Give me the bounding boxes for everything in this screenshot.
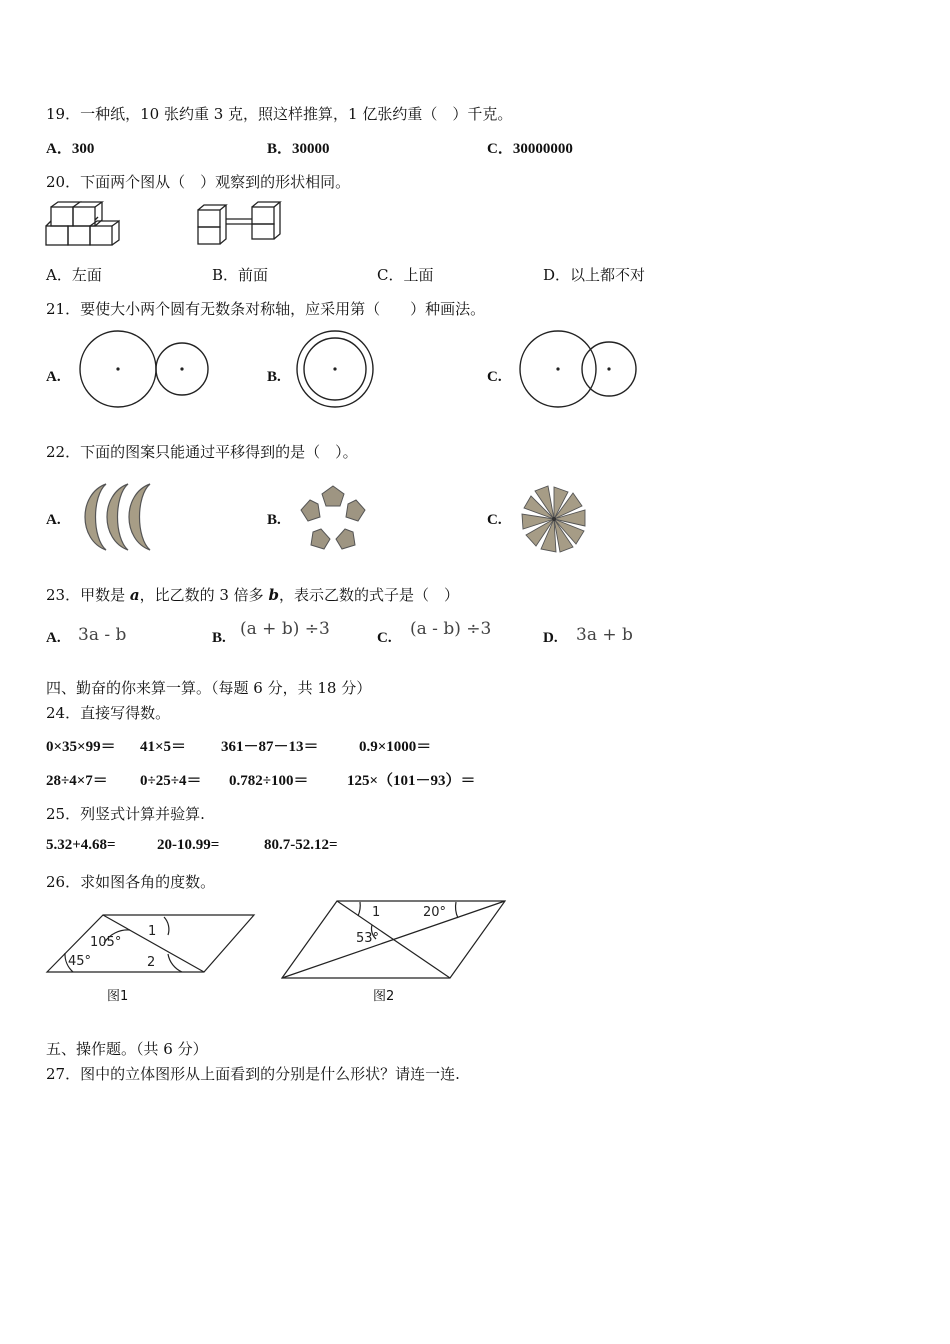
q23-text-suffix: ，表示乙数的式子是（ ）: [278, 586, 459, 604]
q25-item: 20-10.99=: [157, 837, 220, 853]
pentagon-ring-figure: [298, 484, 368, 552]
q23-text-mid: ，比乙数的 3 倍多: [139, 586, 269, 604]
q22-option-c-label: C.: [487, 512, 502, 528]
q20-option-a: A．左面: [46, 266, 102, 284]
q24-item: 0×35×99＝: [46, 739, 116, 755]
q21-option-a-label: A.: [46, 369, 61, 385]
q23-text: [46, 584, 459, 605]
q23-option-c-label: C.: [377, 630, 392, 646]
q24-item: 125×（101－93）＝: [347, 773, 476, 789]
q24-item: 0.9×1000＝: [359, 739, 432, 755]
q24-item: 361－87－13＝: [221, 739, 319, 755]
q23-option-b-expr: (a + b) ÷3: [240, 619, 330, 639]
q19-text: 19．一种纸，10 张约重 3 克，照这样推算，1 亿张约重（ ）千克。: [46, 105, 513, 123]
q27-text: 27．图中的立体图形从上面看到的分别是什么形状？请连一连.: [46, 1065, 460, 1083]
crescent-moons-figure: [76, 482, 158, 552]
fig1-angle-105-label: 105°: [90, 935, 122, 950]
q20-option-c: C．上面: [377, 266, 434, 284]
fig1-caption: 图1: [107, 989, 129, 1004]
q23-var-a: a: [129, 586, 140, 604]
fig2-caption: 图2: [373, 989, 395, 1004]
fig2-angle-20-label: 20°: [423, 905, 447, 920]
fig1-angle-2-label: 2: [147, 955, 156, 970]
two-circles-tangent-figure: [78, 330, 212, 410]
q25-item: 5.32+4.68=: [46, 837, 116, 853]
q22-text: 22．下面的图案只能通过平移得到的是（ ）。: [46, 443, 358, 461]
q23-text-prefix: 23．甲数是: [46, 586, 130, 604]
q23-option-c-expr: (a - b) ÷3: [410, 619, 492, 639]
q23-option-d-label: D.: [543, 630, 558, 646]
q25-text: 25．列竖式计算并验算.: [46, 805, 205, 823]
q25-item: 80.7-52.12=: [264, 837, 338, 853]
q20-option-b: B．前面: [212, 266, 269, 284]
q24-item: 28÷4×7＝: [46, 773, 108, 789]
q19-option-a: A．300: [46, 141, 95, 157]
q21-text: 21．要使大小两个圆有无数条对称轴，应采用第（ ）种画法。: [46, 300, 486, 318]
fig2-angle-1-label: 1: [372, 905, 381, 920]
overlapping-circles-figure: [519, 330, 639, 410]
q26-text: 26．求如图各角的度数。: [46, 873, 216, 891]
q23-option-b-label: B.: [212, 630, 226, 646]
q21-option-b-label: B.: [267, 369, 281, 385]
q21-option-c-label: C.: [487, 369, 502, 385]
pinwheel-figure: [518, 484, 590, 554]
q20-text: 20．下面两个图从（ ）观察到的形状相同。: [46, 173, 351, 191]
q22-option-a-label: A.: [46, 512, 61, 528]
cube-stack-figure-1: [44, 200, 126, 248]
q24-item: 0.782÷100＝: [229, 773, 309, 789]
q23-option-d-expr: 3a + b: [576, 625, 633, 645]
fig1-angle-45-label: 45°: [68, 954, 92, 969]
q23-var-b: b: [268, 586, 279, 604]
section-5-title: 五、操作题。（共 6 分）: [46, 1040, 208, 1058]
fig1-angle-1-label: 1: [148, 924, 157, 939]
concentric-circles-figure: [296, 330, 376, 410]
q20-option-d: D．以上都不对: [543, 266, 646, 284]
q24-text: 24．直接写得数。: [46, 704, 171, 722]
cube-stack-figure-2: [196, 200, 288, 248]
parallelogram-figure-2: [280, 898, 508, 982]
q22-option-b-label: B.: [267, 512, 281, 528]
fig2-angle-53-label: 53°: [356, 931, 380, 946]
q23-option-a-expr: 3a - b: [78, 625, 127, 645]
q19-option-b: B．30000: [267, 141, 330, 157]
q23-option-a-label: A.: [46, 630, 61, 646]
parallelogram-figure-1: [44, 912, 256, 976]
q24-item: 0÷25÷4＝: [140, 773, 202, 789]
q19-option-c: C．30000000: [487, 141, 573, 157]
section-4-title: 四、勤奋的你来算一算。（每题 6 分，共 18 分）: [46, 679, 372, 697]
q24-item: 41×5＝: [140, 739, 187, 755]
